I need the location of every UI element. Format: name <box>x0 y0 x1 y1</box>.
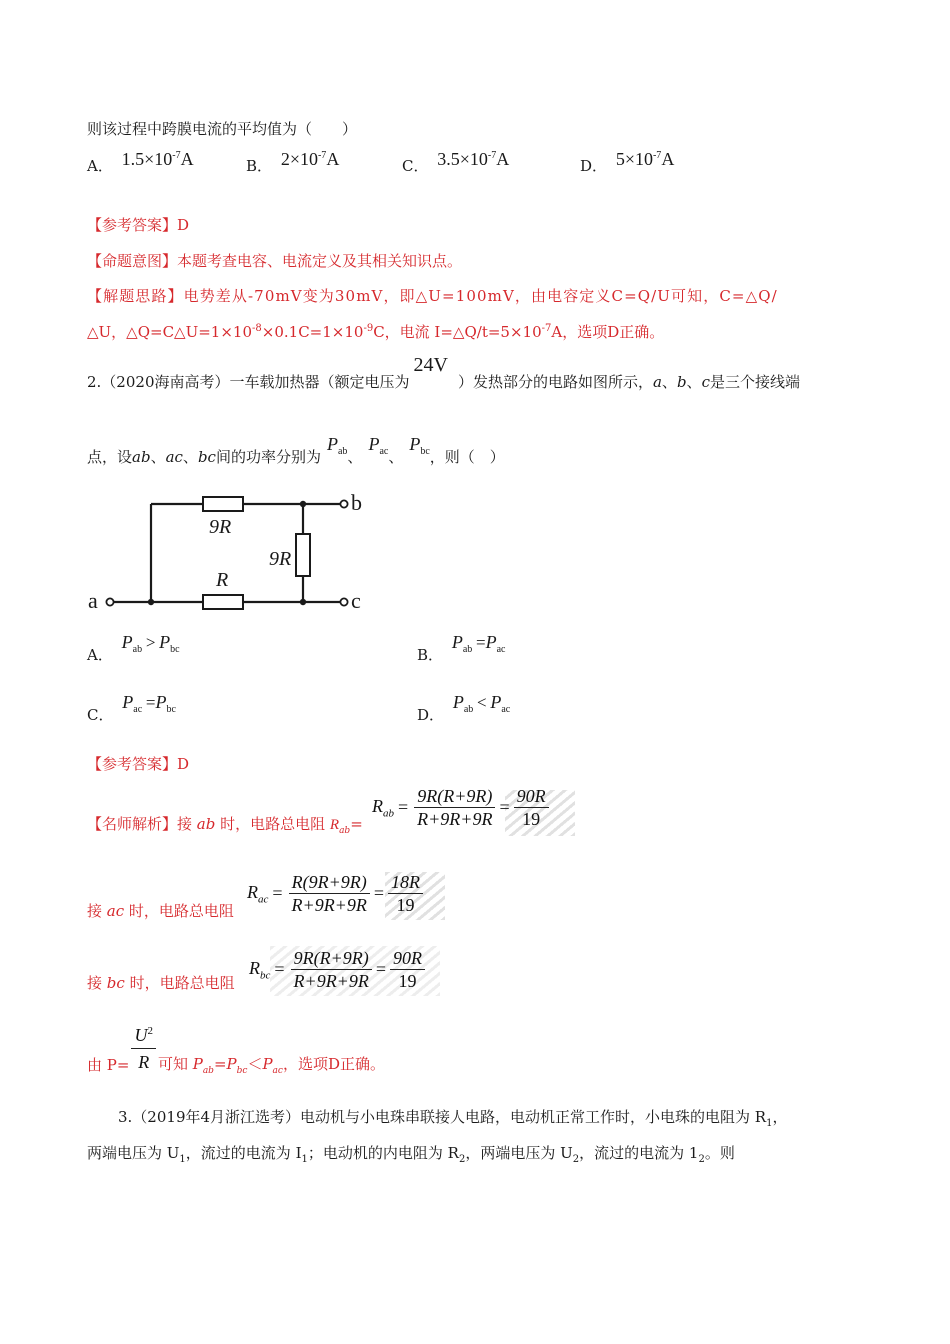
q3-line1: 3.（2019年4月浙江选考）电动机与小电珠串联接人电路，电动机正常工作时，小电珠的电阻为 $R_1$， <box>118 1108 788 1129</box>
option-letter: A． <box>87 646 113 664</box>
q1-option-b[interactable] <box>246 149 340 176</box>
resistor-bottom <box>203 595 243 609</box>
equation-r-ac: $R_{ac}$ = $\frac{R(9R+9R)}{R+9R+9R}$ = $\frac{18R}{19}$ <box>247 872 425 915</box>
q3-line2: 两端电压为 $U_1$，流过的电流为 $I_1$；电动机的内电阻为 $R_2$，两端电压为 $U_2$，流过的电流为 $1_2$。则 <box>87 1144 735 1165</box>
terminal-c <box>340 598 347 605</box>
q1-option-c[interactable] <box>402 149 510 176</box>
option-value: $P_{ac} =P_{bc}$ <box>122 692 176 715</box>
q2-option-a[interactable] <box>87 632 180 667</box>
q1-answer: 【参考答案】D <box>87 216 190 234</box>
q2-analysis-line1: 【名师解析】接 ab 时，电路总电阻 $R_{ab}=$ <box>87 815 363 836</box>
q2-analysis-line3: 接 bc 时，电路总电阻 <box>87 974 235 992</box>
q2-answer: 【参考答案】D <box>87 755 190 773</box>
option-value: $P_{ab} =P_{ac}$ <box>451 632 506 655</box>
q2-option-d[interactable] <box>417 692 511 727</box>
option-value: $1.5\times 10^{-7}A$ <box>121 149 194 169</box>
circuit-diagram <box>85 488 385 618</box>
q1-option-a[interactable] <box>87 149 194 176</box>
option-value: $P_{ab} < P_{ac}$ <box>452 692 511 715</box>
option-letter: D． <box>417 706 445 724</box>
equation-r-bc: $R_{bc}$ = $\frac{9R(R+9R)}{R+9R+9R}$ = $\frac{90R}{19}$ <box>249 948 427 991</box>
q2-stem-line1: 2.（2020海南高考）一车载加热器（额定电压为24V）发热部分的电路如图所示，a、b、c是三个接线端 <box>87 354 800 391</box>
rated-voltage: 24V <box>413 354 448 376</box>
option-letter: D． <box>580 157 608 175</box>
terminal-b <box>340 500 347 507</box>
option-value: $2\times 10^{-7}A$ <box>280 149 340 169</box>
equation-r-ab: $R_{ab}$ = $\frac{9R(R+9R)}{R+9R+9R}$ = $\frac{90R}{19}$ <box>372 786 551 829</box>
option-letter: B． <box>246 157 273 175</box>
label-r-right: 9R <box>269 548 292 570</box>
q2-analysis-line2: 接 ac 时，电路总电阻 <box>87 902 234 920</box>
resistor-top <box>203 497 243 511</box>
label-r-bottom: R <box>216 569 229 591</box>
option-letter: B． <box>417 646 444 664</box>
q1-stem: 则该过程中跨膜电流的平均值为（ ） <box>87 120 358 138</box>
junction-dot <box>300 599 306 605</box>
option-value: $P_{ab} > P_{bc}$ <box>121 632 180 655</box>
label-node-a: a <box>88 588 98 613</box>
label-node-b: b <box>351 490 362 515</box>
terminal-a <box>106 598 113 605</box>
option-letter: C． <box>402 157 429 175</box>
junction-dot <box>300 501 306 507</box>
label-r-top: 9R <box>209 516 232 538</box>
q1-solution-line2: △U，$\triangle Q=C\triangle U=1\times 10^{-8}\times 0.1C=1\times 10^{-9}C$，电流 $I=\triangle Q/t=5\times 10^{-7}A$，选项D正确。 <box>87 323 665 341</box>
resistor-right <box>296 534 310 576</box>
option-value: $5\times 10^{-7}A$ <box>615 149 675 169</box>
q1-option-d[interactable] <box>580 149 675 176</box>
option-letter: A． <box>87 157 113 175</box>
option-value: $3.5\times 10^{-7}A$ <box>437 149 510 169</box>
option-letter: C． <box>87 706 114 724</box>
q2-option-b[interactable] <box>417 632 506 667</box>
q2-stem-line2: 点，设ab、ac、bc间的功率分别为$P_{ab}$、$P_{ac}$、$P_{bc}$，则（ ） <box>87 434 505 466</box>
q2-analysis-line4: 由 P= $\frac{U^2}{R}$ 可知 $P_{ab}=P_{bc}<P_{ac}$，选项D正确。 <box>87 1017 385 1076</box>
junction-dot <box>148 599 154 605</box>
q2-option-c[interactable] <box>87 692 176 727</box>
label-node-c: c <box>351 588 361 613</box>
q1-solution-line1: 【解题思路】电势差从-70mV变为30mV，即△U=100mV，由电容定义C=Q/U可知，C=△Q/ <box>87 287 778 305</box>
q1-intent: 【命题意图】本题考查电容、电流定义及其相关知识点。 <box>87 252 463 270</box>
